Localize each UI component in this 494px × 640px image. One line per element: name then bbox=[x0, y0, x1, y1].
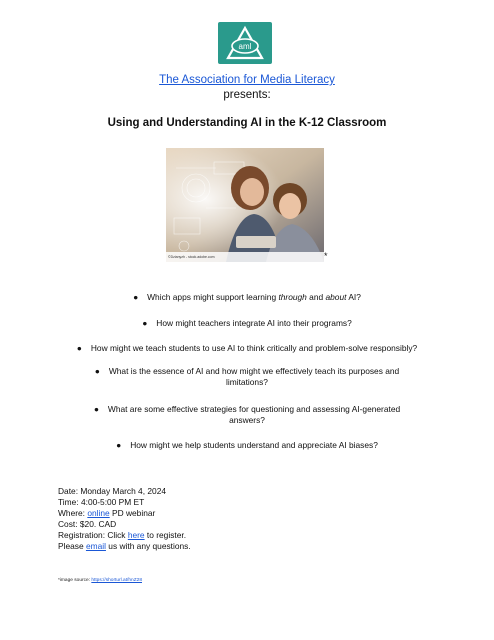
email-link[interactable]: email bbox=[85, 541, 106, 551]
event-time: Time: 4:00-5:00 PM ET bbox=[58, 497, 145, 507]
list-item: ● How might teachers integrate AI into their programs? bbox=[142, 318, 352, 328]
online-link[interactable]: online bbox=[87, 508, 110, 518]
event-date: Date: Monday March 4, 2024 bbox=[58, 486, 167, 496]
bullet-icon: ● bbox=[133, 292, 139, 302]
aml-logo-icon bbox=[225, 25, 265, 61]
logo-text: aml bbox=[238, 42, 252, 51]
bullet-icon: ● bbox=[94, 366, 100, 376]
image-source-note: *image source: https://shorturl.at/hnZ28 bbox=[58, 578, 142, 583]
event-details bbox=[58, 486, 191, 552]
org-link[interactable]: The Association for Media Literacy bbox=[159, 74, 335, 86]
org-line bbox=[0, 74, 494, 86]
register-link[interactable]: here bbox=[127, 530, 145, 540]
bullet-icon: ● bbox=[142, 318, 148, 328]
presents-text: presents: bbox=[223, 89, 271, 101]
list-item: ● What are some effective strategies for questioning and assessing AI-generated answers? bbox=[93, 404, 401, 425]
event-where: Where: online PD webinar bbox=[58, 508, 156, 518]
bullet-icon: ● bbox=[116, 440, 122, 450]
hero-image bbox=[166, 148, 324, 262]
list-item: ● Which apps might support learning through and about AI? bbox=[133, 292, 361, 302]
image-source-link[interactable]: https://shorturl.at/hnZ28 bbox=[91, 578, 142, 583]
event-contact: Please email us with any questions. bbox=[58, 541, 191, 551]
image-credit: ©Dzianyzh - stock.adobe.com bbox=[168, 255, 215, 259]
event-registration: Registration: Click here to register. bbox=[58, 530, 187, 540]
list-item: ● How might we help students understand and appreciate AI biases? bbox=[116, 440, 378, 450]
bullet-icon: ● bbox=[76, 343, 82, 353]
list-item: ● What is the essence of AI and how might we effectively teach its purposes and limitations? bbox=[94, 366, 400, 387]
page-title: Using and Understanding AI in the K-12 Classroom bbox=[107, 117, 387, 129]
event-cost: Cost: $20. CAD bbox=[58, 519, 117, 529]
aml-logo bbox=[218, 22, 272, 64]
image-asterisk: * bbox=[324, 251, 328, 261]
bullet-icon: ● bbox=[93, 404, 99, 414]
list-item: ● How might we teach students to use AI to think critically and problem-solve responsibly? bbox=[76, 343, 418, 353]
